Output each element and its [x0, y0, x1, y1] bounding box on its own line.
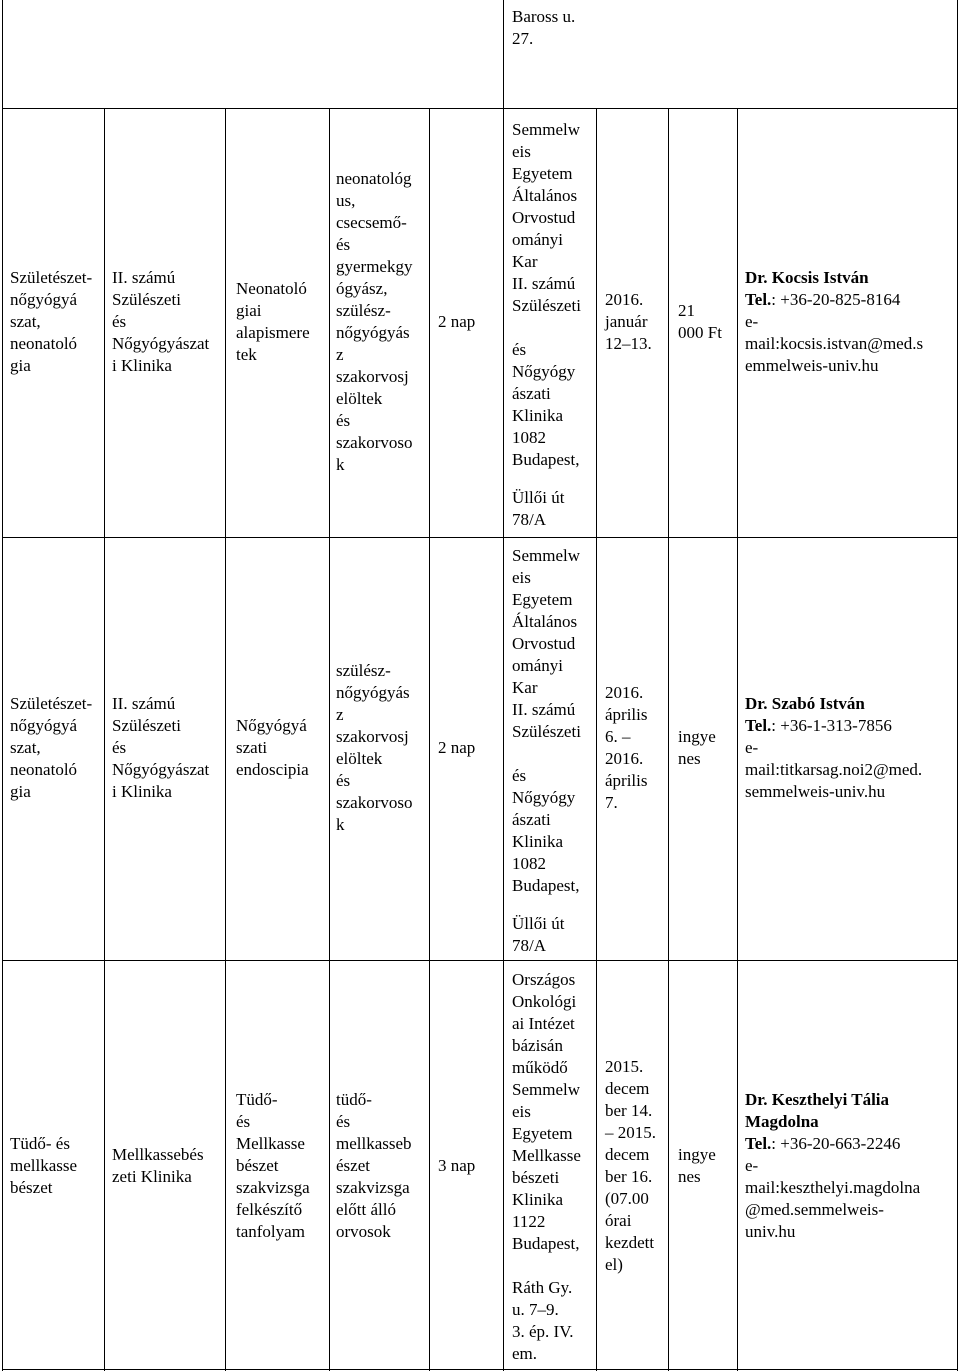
table-border — [2, 0, 3, 1371]
contact-name: Dr. Szabó István — [745, 694, 865, 713]
venue-cell: Országos Onkológi ai Intézet bázisán működő Semmelw eis Egyetem Mellkasse bészeti Klinika 1122 Budapest, Ráth Gy. u. 7–9. 3. ép. IV. em. — [512, 970, 581, 1363]
contact-cell — [745, 541, 955, 955]
contact-phone: Tel.: +36-20-663-2246 — [745, 1134, 901, 1153]
contact-email: e- mail:titkarsag.noi2@med. semmelweis-univ.hu — [745, 738, 923, 801]
table-border — [596, 108, 597, 1371]
venue-cell: Semmelw eis Egyetem Általános Orvostud ományi Kar II. számú Szülészeti és Nőgyógy ászati Klinika 1082 Budapest, — [512, 120, 581, 469]
contact-phone: Tel.: +36-20-825-8164 — [745, 290, 901, 309]
audience-cell: szülész- nőgyógyás z szakorvosj elöltek és szakorvoso k — [336, 661, 413, 834]
table-border — [2, 1369, 958, 1370]
field-cell: Születészet- nőgyógyá szat, neonatoló gia — [10, 268, 93, 375]
duration-cell: 3 nap — [438, 1156, 476, 1175]
venue-cell: Semmelw eis Egyetem Általános Orvostud ományi Kar II. számú Szülészeti és Nőgyógy ászati Klinika 1082 Budapest, — [512, 546, 581, 895]
contact-cell — [745, 112, 955, 532]
audience-cell: tüdő- és mellkasseb észet szakvizsga előtt álló orvosok — [336, 1090, 412, 1241]
fee-cell: ingye nes — [678, 1145, 716, 1186]
contact-email: e- mail:keszthelyi.magdolna @med.semmelweis- univ.hu — [745, 1156, 921, 1241]
organizer-cell: II. számú Szülészeti és Nőgyógyászat i Klinika — [112, 694, 210, 801]
venue-address-fragment: Baross u. 27. — [512, 7, 576, 48]
date-cell: 2016. január 12–13. — [605, 290, 652, 353]
course-cell: Tüdő- és Mellkasse bészet szakvizsga felkészítő tanfolyam — [236, 1090, 310, 1241]
table-border — [668, 108, 669, 1371]
contact-name: Dr. Kocsis István — [745, 268, 869, 287]
organizer-cell: Mellkassebés zeti Klinika — [112, 1145, 204, 1186]
table-border — [957, 0, 958, 1371]
fee-cell: ingye nes — [678, 727, 716, 768]
table-border — [225, 108, 226, 1371]
field-cell: Születészet- nőgyógyá szat, neonatoló gia — [10, 694, 93, 801]
contact-phone: Tel.: +36-1-313-7856 — [745, 716, 892, 735]
audience-cell: neonatológ us, csecsemő- és gyermekgy ógyász, szülész- nőgyógyás z szakorvosj elöltek és szakorvoso k — [336, 169, 413, 474]
date-cell: 2016. április 6. – 2016. április 7. — [605, 683, 648, 812]
organizer-cell: II. számú Szülészeti és Nőgyógyászat i Klinika — [112, 268, 210, 375]
fee-cell: 21 000 Ft — [678, 301, 722, 342]
table-border — [2, 960, 958, 961]
table-border — [104, 108, 105, 1371]
contact-email: e- mail:kocsis.istvan@med.s emmelweis-univ.hu — [745, 312, 924, 375]
table-border — [2, 537, 958, 538]
date-cell: 2015. decem ber 14. – 2015. decem ber 16. (07.00 órai kezdett el) — [605, 1057, 656, 1274]
contact-name: Dr. Keszthelyi Tália Magdolna — [745, 1090, 890, 1131]
venue-address: Üllői út 78/A — [512, 488, 565, 529]
course-cell: Nőgyógyá szati endoscipia — [236, 716, 309, 779]
table-border — [503, 0, 504, 1371]
table-border — [429, 108, 430, 1371]
field-cell: Tüdő- és mellkasse bészet — [10, 1134, 78, 1197]
venue-address: Üllői út 78/A — [512, 914, 565, 955]
course-cell: Neonatoló giai alapismere tek — [236, 279, 310, 364]
duration-cell: 2 nap — [438, 312, 476, 331]
contact-cell — [745, 964, 955, 1368]
table-border — [2, 108, 958, 109]
duration-cell: 2 nap — [438, 738, 476, 757]
table-border — [329, 108, 330, 1371]
table-border — [737, 108, 738, 1371]
